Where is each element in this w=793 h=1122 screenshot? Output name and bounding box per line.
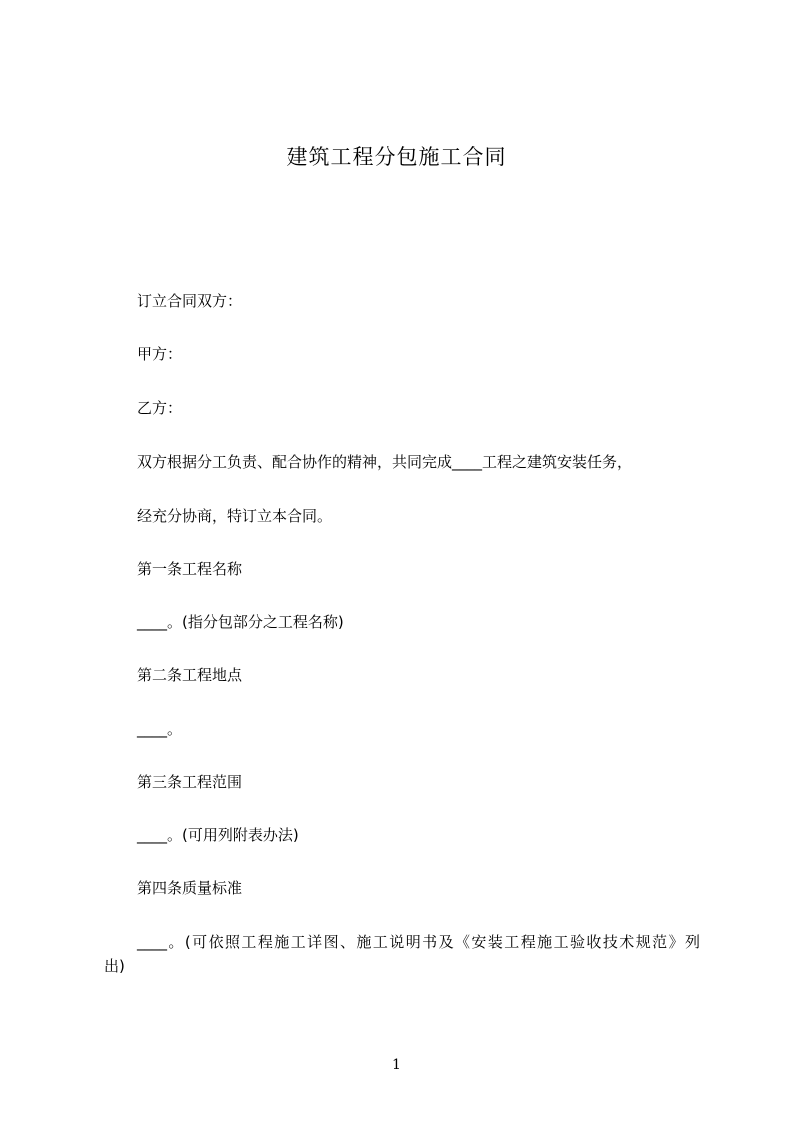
document-title: 建筑工程分包施工合同 — [286, 145, 507, 169]
paragraph-intro: 双方根据分工负责、配合协作的精神，共同完成____工程之建筑安装任务， — [137, 453, 633, 471]
article-3-body: ____。(可用列附表办法) — [137, 826, 299, 844]
paragraph-contracting-parties: 订立合同双方： — [137, 292, 243, 310]
paragraph-intro-continued: 经充分协商，特订立本合同。 — [137, 507, 333, 525]
paragraph-party-b: 乙方： — [137, 399, 183, 417]
paragraph-party-a: 甲方： — [137, 345, 183, 363]
article-1-heading: 第一条工程名称 — [137, 560, 243, 578]
article-4-body-line-1: ____。(可依照工程施工详图、施工说明书及《安装工程施工验收技术规范》列 — [137, 933, 700, 951]
article-4-body-line-2: 出) — [104, 957, 125, 975]
article-2-heading: 第二条工程地点 — [137, 666, 243, 684]
article-1-body: ____。(指分包部分之工程名称) — [137, 613, 344, 631]
article-2-body: ____。 — [137, 720, 183, 738]
article-3-heading: 第三条工程范围 — [137, 773, 243, 791]
article-4-heading: 第四条质量标准 — [137, 879, 243, 897]
page-number: 1 — [392, 1057, 401, 1073]
